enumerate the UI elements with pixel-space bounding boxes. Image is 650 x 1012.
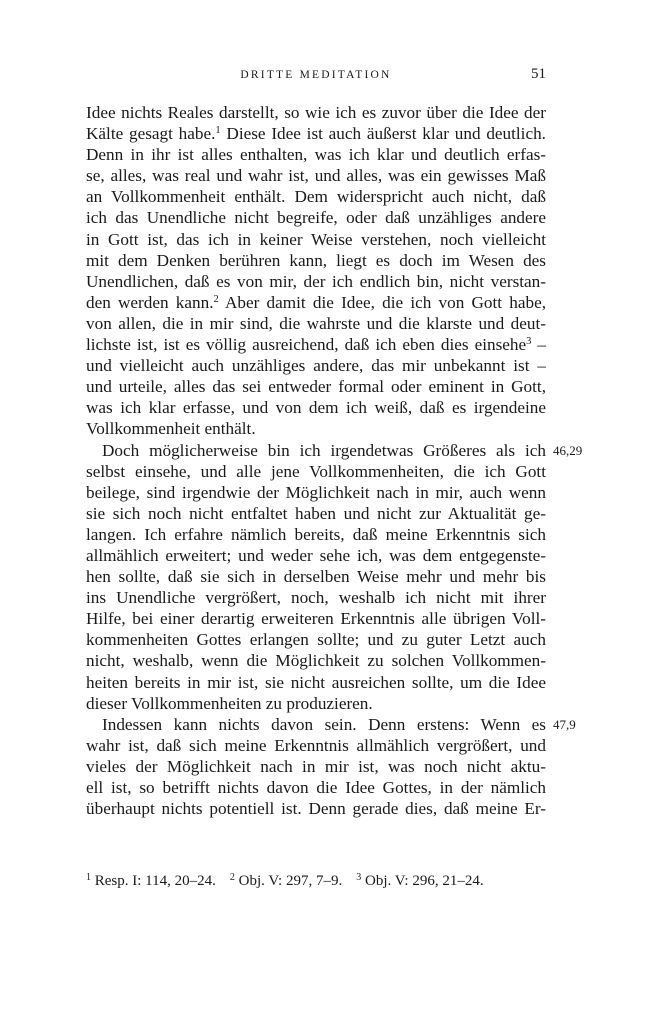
text-line <box>86 186 546 207</box>
line-text: langen. Ich erfahre nämlich bereits, daß meine Erkenntnis sich <box>86 524 546 544</box>
line-text: kommenheiten Gottes erlangen sollte; und zu guter Letzt auch <box>86 630 546 650</box>
line-text: Vollkommenheit enthält. <box>86 419 256 439</box>
text-line <box>86 292 546 313</box>
margin-reference: 46,29 <box>553 442 583 458</box>
text-line <box>86 229 546 250</box>
line-text: und urteile, alles das sei entweder formal oder eminent in Gott, <box>86 377 546 397</box>
line-text: allmählich erweitert; und weder sehe ich, was dem entgegenste- <box>86 545 546 565</box>
line-text: lichste ist, ist es völlig ausreichend, daß ich eben dies einsehe <box>86 335 527 355</box>
text-line <box>86 250 546 271</box>
margin-reference: 47,9 <box>553 716 576 732</box>
footnote-text: Obj. V: 297, 7–9. <box>238 873 343 889</box>
line-text: Hilfe, bei einer derartig erweiteren Erkenntnis alle übrigen Voll- <box>86 609 546 629</box>
line-text: Indessen kann nichts davon sein. Denn erstens: Wenn es <box>102 714 546 734</box>
text-line <box>86 587 546 608</box>
line-text: vieles der Möglichkeit nach in mir ist, was noch nicht aktu- <box>86 756 546 776</box>
line-text: mit dem Denken berühren kann, liegt es doch im Wesen des <box>86 250 546 270</box>
footnote-ref: 1 <box>215 125 221 137</box>
line-text: Unendlichen, daß es von mir, der ich endlich bin, nicht verstan- <box>86 271 546 291</box>
text-line <box>86 271 546 292</box>
text-line <box>86 650 546 671</box>
line-text-continued: Diese Idee ist auch äußerst klar und deutlich. <box>220 124 546 144</box>
footnote <box>356 873 483 889</box>
line-text: sie sich noch nicht entfaltet haben und nicht zur Aktualität ge- <box>86 503 546 523</box>
text-line <box>86 756 546 777</box>
footnote-ref: 3 <box>526 336 532 348</box>
line-text: Doch möglicherweise bin ich irgendetwas Größeres als ich <box>102 440 546 460</box>
line-text-continued: – <box>531 335 547 355</box>
line-text: was ich klar erfasse, und von dem ich weiß, daß es irgendeine <box>86 398 546 418</box>
text-line <box>86 418 546 439</box>
footnote-mark: 3 <box>356 872 362 883</box>
text-line <box>86 735 546 756</box>
line-text: se, alles, was real und wahr ist, und alles, was ein gewisses Maß <box>86 166 546 186</box>
line-text: dieser Vollkommenheiten zu produzieren. <box>86 693 373 713</box>
text-line <box>86 397 546 418</box>
line-text: Idee nichts Reales darstellt, so wie ich es zuvor über die Idee der <box>86 103 546 122</box>
footnote-ref: 2 <box>213 293 219 305</box>
line-text: Kälte gesagt habe. <box>86 124 216 144</box>
line-text: wahr ist, daß sich meine Erkenntnis allmählich vergrößert, und <box>86 735 546 755</box>
text-line <box>86 102 546 123</box>
text-line <box>86 440 546 461</box>
footnote <box>86 873 216 889</box>
line-text: ins Unendliche vergrößert, noch, weshalb ich nicht mit ihrer <box>86 588 546 608</box>
footnote-mark: 2 <box>229 872 235 883</box>
line-text: hen sollte, daß sie sich in derselben Weise mehr und mehr bis <box>86 567 546 587</box>
text-line <box>86 629 546 650</box>
text-line <box>86 461 546 482</box>
line-text: überhaupt nichts potentiell ist. Denn gerade dies, daß meine Er- <box>86 799 546 819</box>
line-text: heiten bereits in mir ist, sie nicht ausreichen sollte, um die Idee <box>86 672 546 692</box>
footnote-mark: 1 <box>86 872 91 883</box>
text-line <box>86 566 546 587</box>
footnote-text: Obj. V: 296, 21–24. <box>364 873 484 889</box>
text-line <box>86 503 546 524</box>
line-text: von allen, die in mir sind, die wahrste und die klarste und deut- <box>86 313 546 333</box>
line-text: ich das Unendliche nicht begreife, oder daß unzähliges andere <box>86 208 546 228</box>
page-number: 51 <box>531 66 546 82</box>
text-line <box>86 313 546 334</box>
text-line <box>86 123 546 144</box>
text-line <box>86 693 546 714</box>
text-line <box>86 777 546 798</box>
page-header <box>86 66 546 86</box>
line-text: nicht, weshalb, wenn die Möglichkeit zu solchen Vollkommen- <box>86 651 546 671</box>
line-text: selbst einsehe, und alle jene Vollkommenheiten, die ich Gott <box>86 461 546 481</box>
running-head: DRITTE MEDITATION <box>240 69 392 81</box>
text-line <box>86 207 546 228</box>
text-line <box>86 545 546 566</box>
text-line <box>86 355 546 376</box>
body-text <box>86 102 546 819</box>
line-text: ell ist, so betrifft nichts davon die Idee Gottes, in der nämlich <box>86 778 546 797</box>
text-line <box>86 672 546 693</box>
text-line <box>86 714 546 735</box>
footnote <box>230 873 342 889</box>
text-line <box>86 376 546 397</box>
text-line <box>86 165 546 186</box>
line-text: beilege, sind irgendwie der Möglichkeit nach in mir, auch wenn <box>86 482 546 502</box>
text-line <box>86 524 546 545</box>
text-line <box>86 608 546 629</box>
footnotes <box>86 873 566 890</box>
line-text: in Gott ist, das ich in keiner Weise verstehen, noch vielleicht <box>86 229 546 249</box>
text-line <box>86 334 546 355</box>
text-line <box>86 482 546 503</box>
line-text: und vielleicht auch unzähliges andere, das mir unbekannt ist – <box>86 356 546 376</box>
line-text: an Vollkommenheit enthält. Dem widerspricht auch nicht, daß <box>86 187 546 207</box>
text-line <box>86 798 546 819</box>
footnote-text: Resp. I: 114, 20–24. <box>94 873 216 889</box>
text-line <box>86 144 546 165</box>
line-text: Denn in ihr ist alles enthalten, was ich klar und deutlich erfas- <box>86 145 546 165</box>
line-text-continued: Aber damit die Idee, die ich von Gott habe, <box>218 292 546 312</box>
line-text: den werden kann. <box>86 292 214 312</box>
